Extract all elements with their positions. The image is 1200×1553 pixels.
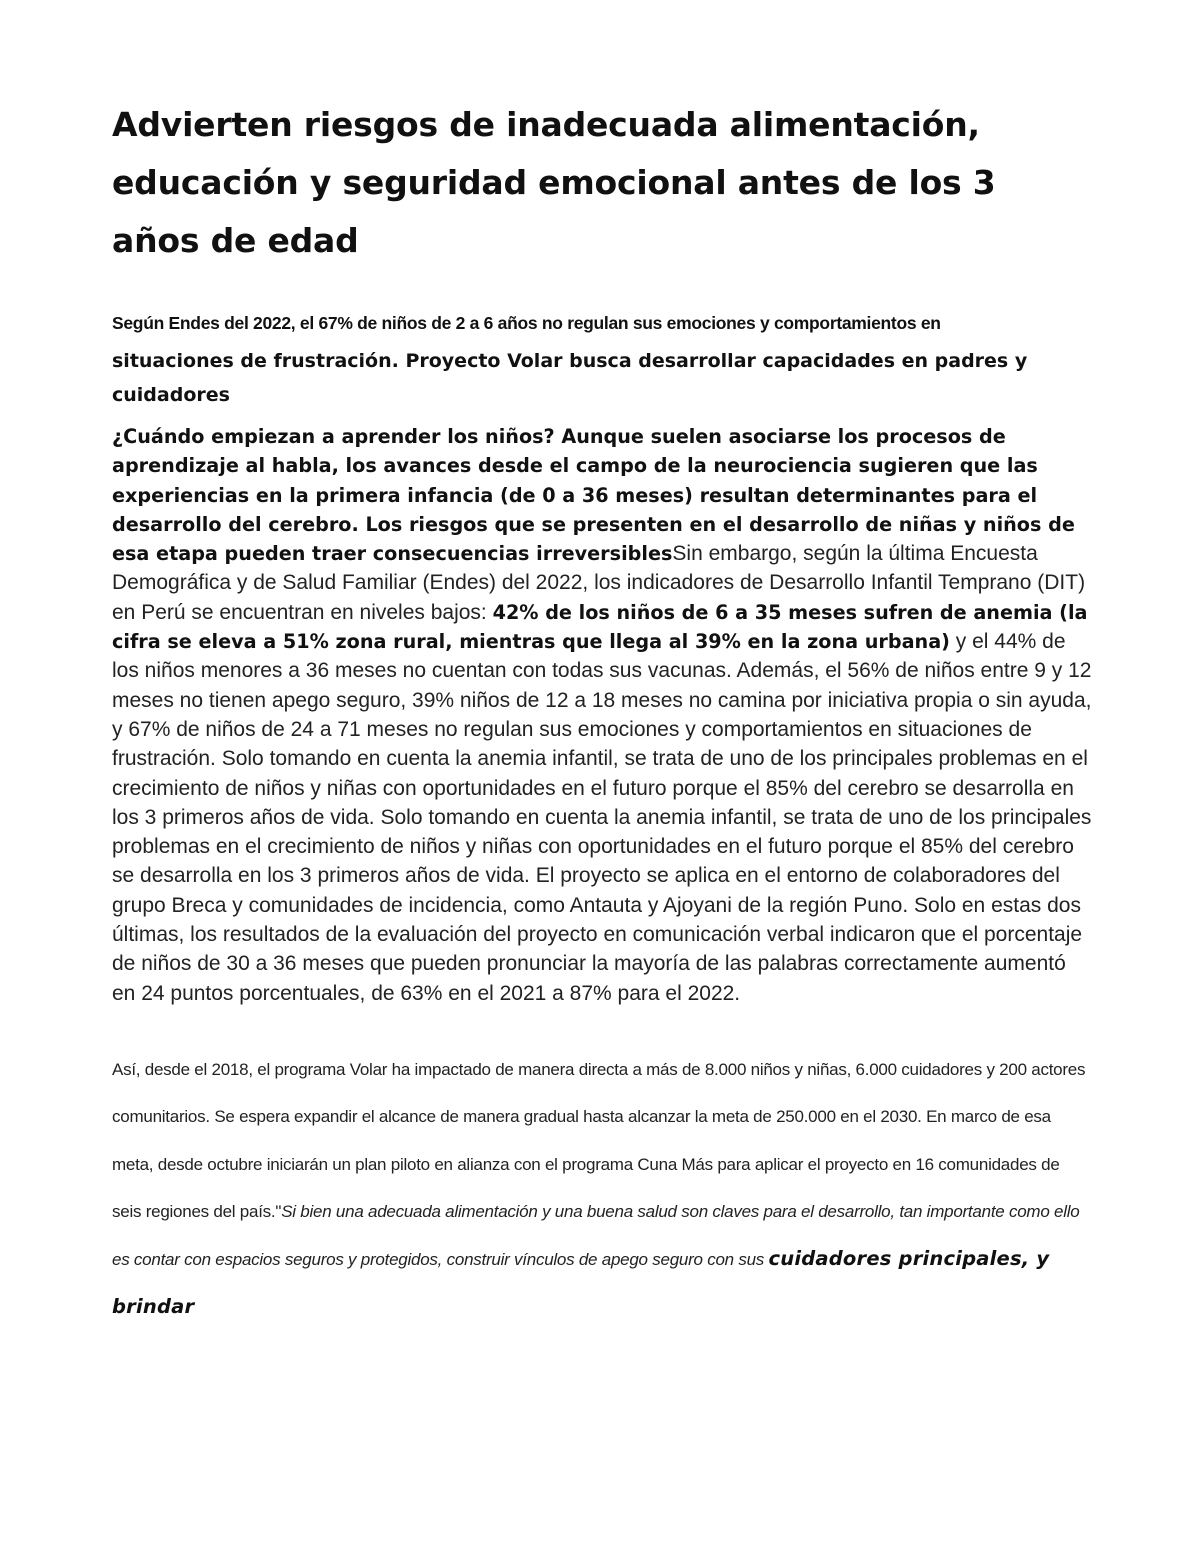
body-text: Sin embargo, según la última Encuesta Demográfica y de Salud Familiar (Endes) del 2022, los indicadores de Desarrollo Infantil Temprano (DIT) en Perú se encuentran en niveles bajos: bbox=[112, 542, 1086, 624]
article-subtitle-continuation: situaciones de frustración. Proyecto Volar busca desarrollar capacidades en padres y cuidadores bbox=[112, 350, 1028, 406]
article-title: Advierten riesgos de inadecuada alimentación, educación y seguridad emocional antes de los 3 años de edad bbox=[112, 105, 996, 260]
article-body bbox=[112, 96, 1092, 1332]
article-main-paragraph bbox=[112, 422, 1092, 1008]
article-subtitle-lead: Según Endes del 2022, el 67% de niños de 2 a 6 años no regulan sus emociones y comportamientos en bbox=[112, 313, 941, 333]
closing-text: Así, desde el 2018, el programa Volar ha impactado de manera directa a más de 8.000 niños y niñas, 6.000 cuidadores y 200 actores comunitarios. Se espera expandir el alcance de manera gradual hasta alcanzar la meta de 250.000 en el 2030. En marco de esa meta, desde octubre iniciarán un plan piloto en alianza con el programa Cuna Más para aplicar el proyecto en 16 comunidades de seis regiones del país." bbox=[112, 1059, 1086, 1221]
lead-bold-text: ¿Cuándo empiezan a aprender los niños? Aunque suelen asociarse los procesos de aprendizaje al habla, los avances desde el campo de la neurociencia sugieren que las experiencias en la primera infancia (de 0 a 36 meses) resultan determinantes para el desarrollo del cerebro. Los riesgos que se presenten en el desarrollo de niñas y niños de esa etapa pueden traer consecuencias irreversibles bbox=[112, 425, 1075, 566]
quote-bold-italic-text: cuidadores principales, y brindar bbox=[112, 1247, 1050, 1319]
anemia-highlight: 42% de los niños de 6 a 35 meses sufren de anemia (la cifra se eleva a 51% zona rural, mientras que llega al 39% en la zona urbana) bbox=[112, 600, 1088, 654]
closing-paragraph bbox=[112, 1046, 1092, 1332]
quote-italic-text: Si bien una adecuada alimentación y una buena salud son claves para el desarrollo, tan importante como ello es contar con espacios seguros y protegidos, construir vínculos de apego seguro con sus bbox=[112, 1201, 1080, 1270]
body-text-continued: y el 44% de los niños menores a 36 meses no cuentan con todas sus vacunas. Además, el 56% de niños entre 9 y 12 meses no tienen apego seguro, 39% niños de 12 a 18 meses no camina por iniciativa propia o sin ayuda, y 67% de niños de 24 a 71 meses no regulan sus emociones y comportamientos en situaciones de frustración. Solo tomando en cuenta la anemia infantil, se trata de uno de los principales problemas en el crecimiento de niños y niñas con oportunidades en el futuro porque el 85% del cerebro se desarrolla en los 3 primeros años de vida. Solo tomando en cuenta la anemia infantil, se trata de uno de los principales problemas en el crecimiento de niños y niñas con oportunidades en el futuro porque el 85% del cerebro se desarrolla en los 3 primeros años de vida. El proyecto se aplica en el entorno de colaboradores del grupo Breca y comunidades de incidencia, como Antauta y Ajoyani de la región Puno. Solo en estas dos últimas, los resultados de la evaluación del proyecto en comunicación verbal indicaron que el porcentaje de niños de 30 a 36 meses que pueden pronunciar la mayoría de las palabras correctamente aumentó en 24 puntos porcentuales, de 63% en el 2021 a 87% para el 2022. bbox=[112, 630, 1092, 1005]
